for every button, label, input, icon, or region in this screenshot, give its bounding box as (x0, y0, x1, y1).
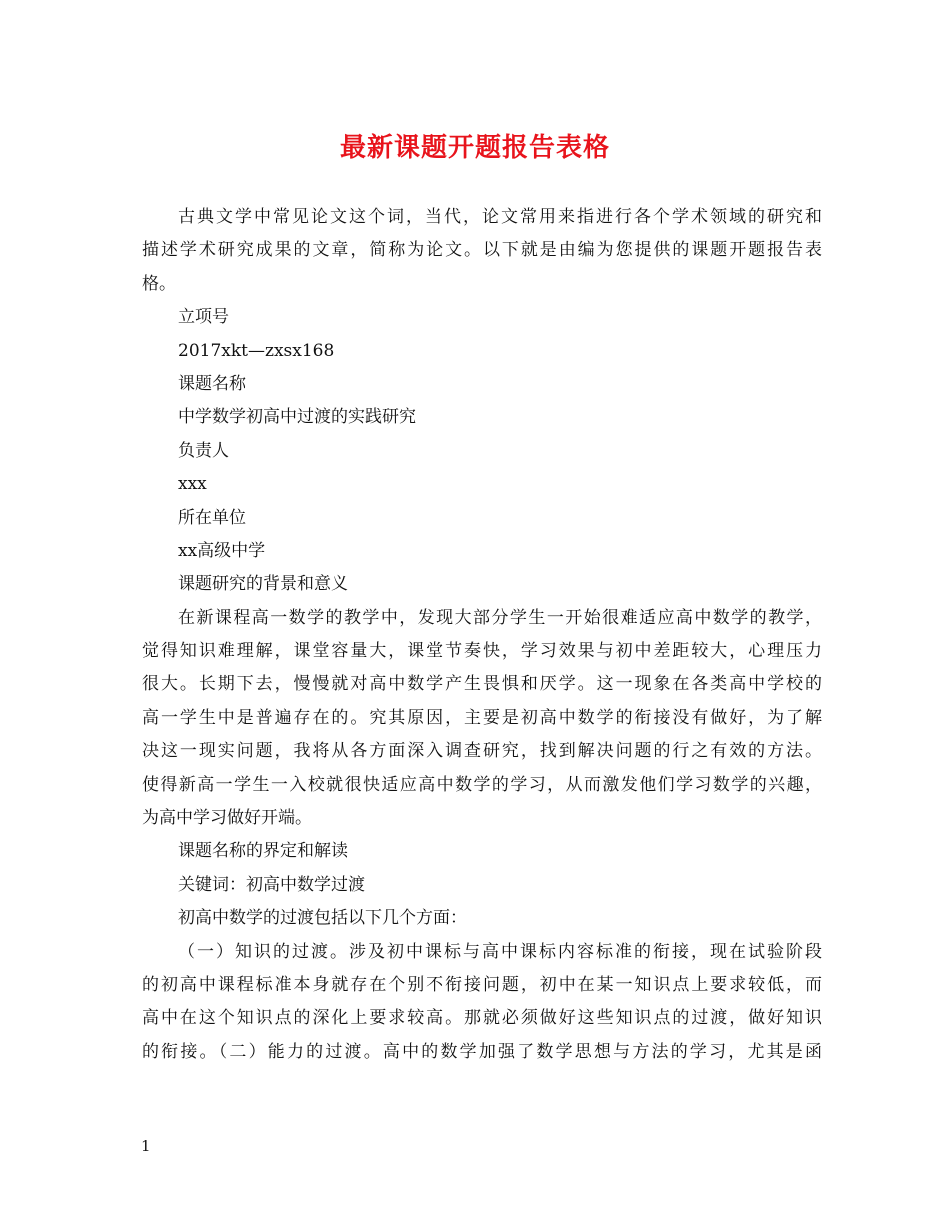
paragraph-line: 决这一现实问题，我将从各方面深入调查研究，找到解决问题的行之有效的方法。 (142, 741, 822, 762)
paragraph-line: 觉得知识难理解，课堂容量大，课堂节奏快，学习效果与初中差距较大，心理压力 (142, 641, 822, 662)
paragraph-line: 的衔接。（二）能力的过渡。高中的数学加强了数学思想与方法的学习，尤其是函 (142, 1041, 822, 1062)
paragraph-line: （一）知识的过渡。涉及初中课标与高中课标内容标准的衔接，现在试验阶段 (178, 941, 822, 962)
paragraph-line: 关键词：初高中数学过渡 (178, 874, 365, 895)
paragraph-line: 为高中学习做好开端。 (142, 808, 312, 829)
paragraph-line: 课题名称 (178, 373, 246, 394)
page-number: 1 (141, 1137, 151, 1155)
paragraph-line: 高一学生中是普遍存在的。究其原因，主要是初高中数学的衔接没有做好，为了解 (142, 707, 822, 728)
paragraph-line: 所在单位 (178, 507, 246, 528)
document-title: 最新课题开题报告表格 (339, 133, 610, 163)
paragraph-line: 立项号 (178, 307, 229, 328)
paragraph-line: 2017xkt—zxsx168 (178, 340, 335, 361)
document-body (142, 201, 822, 1069)
paragraph-line: xx高级中学 (178, 540, 266, 561)
paragraph-line: 高中在这个知识点的深化上要求较高。那就必须做好这些知识点的过渡，做好知识 (142, 1008, 822, 1029)
paragraph-line: 的初高中课程标准本身就存在个别不衔接问题，初中在某一知识点上要求较低，而 (142, 974, 822, 995)
paragraph-line: 使得新高一学生一入校就很快适应高中数学的学习，从而激发他们学习数学的兴趣， (142, 774, 822, 795)
paragraph-line: 课题研究的背景和意义 (178, 574, 348, 595)
paragraph-line: xxx (178, 474, 207, 495)
paragraph-line: 初高中数学的过渡包括以下几个方面： (178, 908, 467, 929)
paragraph-line: 中学数学初高中过渡的实践研究 (178, 407, 416, 428)
paragraph-line: 在新课程高一数学的教学中，发现大部分学生一开始很难适应高中数学的教学， (178, 607, 822, 628)
paragraph-line: 负责人 (178, 440, 229, 461)
paragraph-line: 描述学术研究成果的文章，简称为论文。以下就是由编为您提供的课题开题报告表 (142, 240, 822, 261)
paragraph-line: 很大。长期下去，慢慢就对高中数学产生畏惧和厌学。这一现象在各类高中学校的 (142, 674, 822, 695)
paragraph-line: 课题名称的界定和解读 (178, 841, 348, 862)
paragraph-line: 古典文学中常见论文这个词，当代，论文常用来指进行各个学术领域的研究和 (178, 207, 822, 227)
paragraph-line: 格。 (142, 273, 176, 294)
